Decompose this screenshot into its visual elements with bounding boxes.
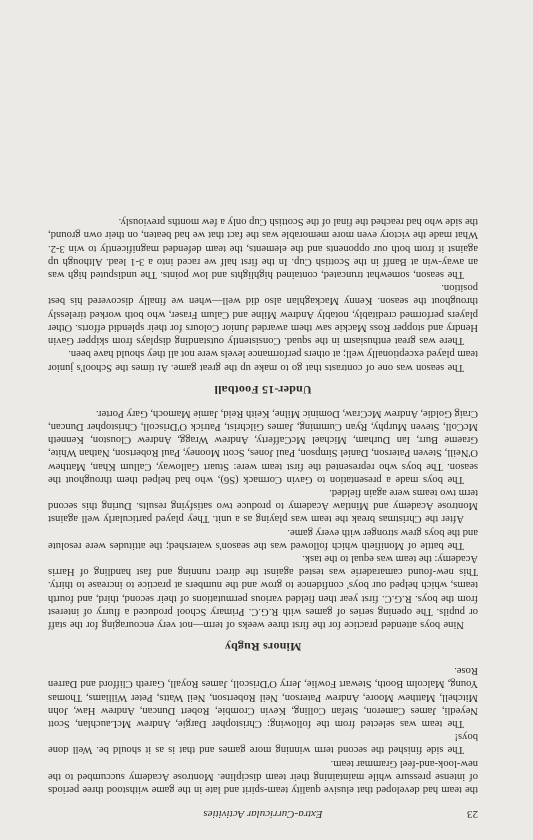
- minors-rugby-paragraph-4: The boys made a presentation to Gavin Cormack (S6), who had helped them throughout the season. The boys who represented the first team were: Stuart Galloway, Callum Khan, Matthew O'Neill, Steven Paterson, Daniel Simpson, Paul Jones, Scott Mooney, Paul Robertson, Nathan White, Graeme Burr, Ian Durham, Michael McCafferty, Andrew Wragg, Andrew Clouston, Kenneth McColl, Steven Murphy, Ryan Cumming, James Gilchrist, Patrick O'Driscoll, Christopher Duncan, Craig Goldie, Andrew McCraw, Dominic Milne, Keith Reid, Jamie Mamoch, Gary Porter.: [48, 407, 478, 485]
- minors-rugby-paragraph-3: After the Christmas break the team was playing as a unit. They played particularly well against Montrose Academy and Mintlaw Academy to produce two satisfying results. During this second term two teams were again fielded.: [48, 486, 478, 525]
- page-number: 23: [467, 808, 478, 820]
- text-column: [48, 215, 478, 820]
- under15-football-paragraph-2: There was great enthusiasm in the squad. Consistently outstanding displays from skipper Gavin Hendry and stopper Ross Mackie saw them awarded Junior Colours for their splendid efforts. Other players performed creditably, notably Andrew Milne and Calum Fraser, who both worked tirelessly throughout the season. Kenny Mackaghlan also did well—when we finally discovered his best position.: [48, 282, 478, 347]
- intro-paragraph-3: The team was selected from the following: Christopher Dargie, Andrew McLauchlan, Scott Neyedli, James Cameron, Stefan Colling, Kevin Crombie, Robert Duncan, Andrew Haw, John Mitchell, Matthew Moore, Andrew Paterson, Neil Robertson, Neil Watts, Peter Williams, Thomas Young, Malcolm Booth, Stewart Fowlie, Jerry O'Driscoll, James Royall, Gareth Clifford and Darren Rose.: [48, 665, 478, 729]
- minors-rugby-paragraph-2: The battle of Monifieth which followed was the season's watershed; the attitudes were resolute and the boys grew stronger with every game.: [48, 526, 478, 551]
- intro-paragraph-1: the team had developed that elusive quality team-spirit and late in the game withstood three periods of intense pressure while maintaining their team discipline. Montrose Academy succumbed to the new-look-and-feel Grammar team.: [48, 757, 478, 795]
- intro-paragraph-2: The side finished the second term winning more games and that is as it should be. Well done boys!: [48, 731, 478, 756]
- minors-rugby-heading: Minors Rugby: [224, 639, 302, 654]
- minors-rugby-paragraph-1: Nine boys attended practice for the first three weeks of term—not very encouraging for the staff or pupils. The opening series of games with R.G.C. Primary School produced a flurry of interest from the boys. R.G.C. first year then fielded various permutations of their second, third, and fourth teams, which helped our boys' confidence to grow and the numbers at practice to increase to thirty. This new-found camaraderie was tested against the direct running and fast handling of Harris Academy: the team was equal to the task.: [48, 552, 478, 630]
- section-title: Extra-Curricular Activities: [203, 808, 323, 820]
- under15-football-heading: Under-15 Football: [214, 382, 312, 397]
- under15-football-paragraph-1: The season was one of contrasts that go to make up the great game. At times the School's junior team played exceptionally well; at others performance levels were not all they should have been.: [48, 348, 478, 373]
- running-head: [48, 808, 478, 820]
- under15-football-paragraph-3: The season, somewhat truncated, contained highlights and low points. The undisputed high was an away-win at Banff in the Scottish Cup. In the first half we raced into a 3-1 lead. Although up against it from both our opponents and the elements, the team defended magnificently to win 3-2. What made the victory even more memorable was the fact that we had beaten, on their own ground, the side who had reached the final of the Scottish Cup only a few months previously.: [48, 216, 478, 281]
